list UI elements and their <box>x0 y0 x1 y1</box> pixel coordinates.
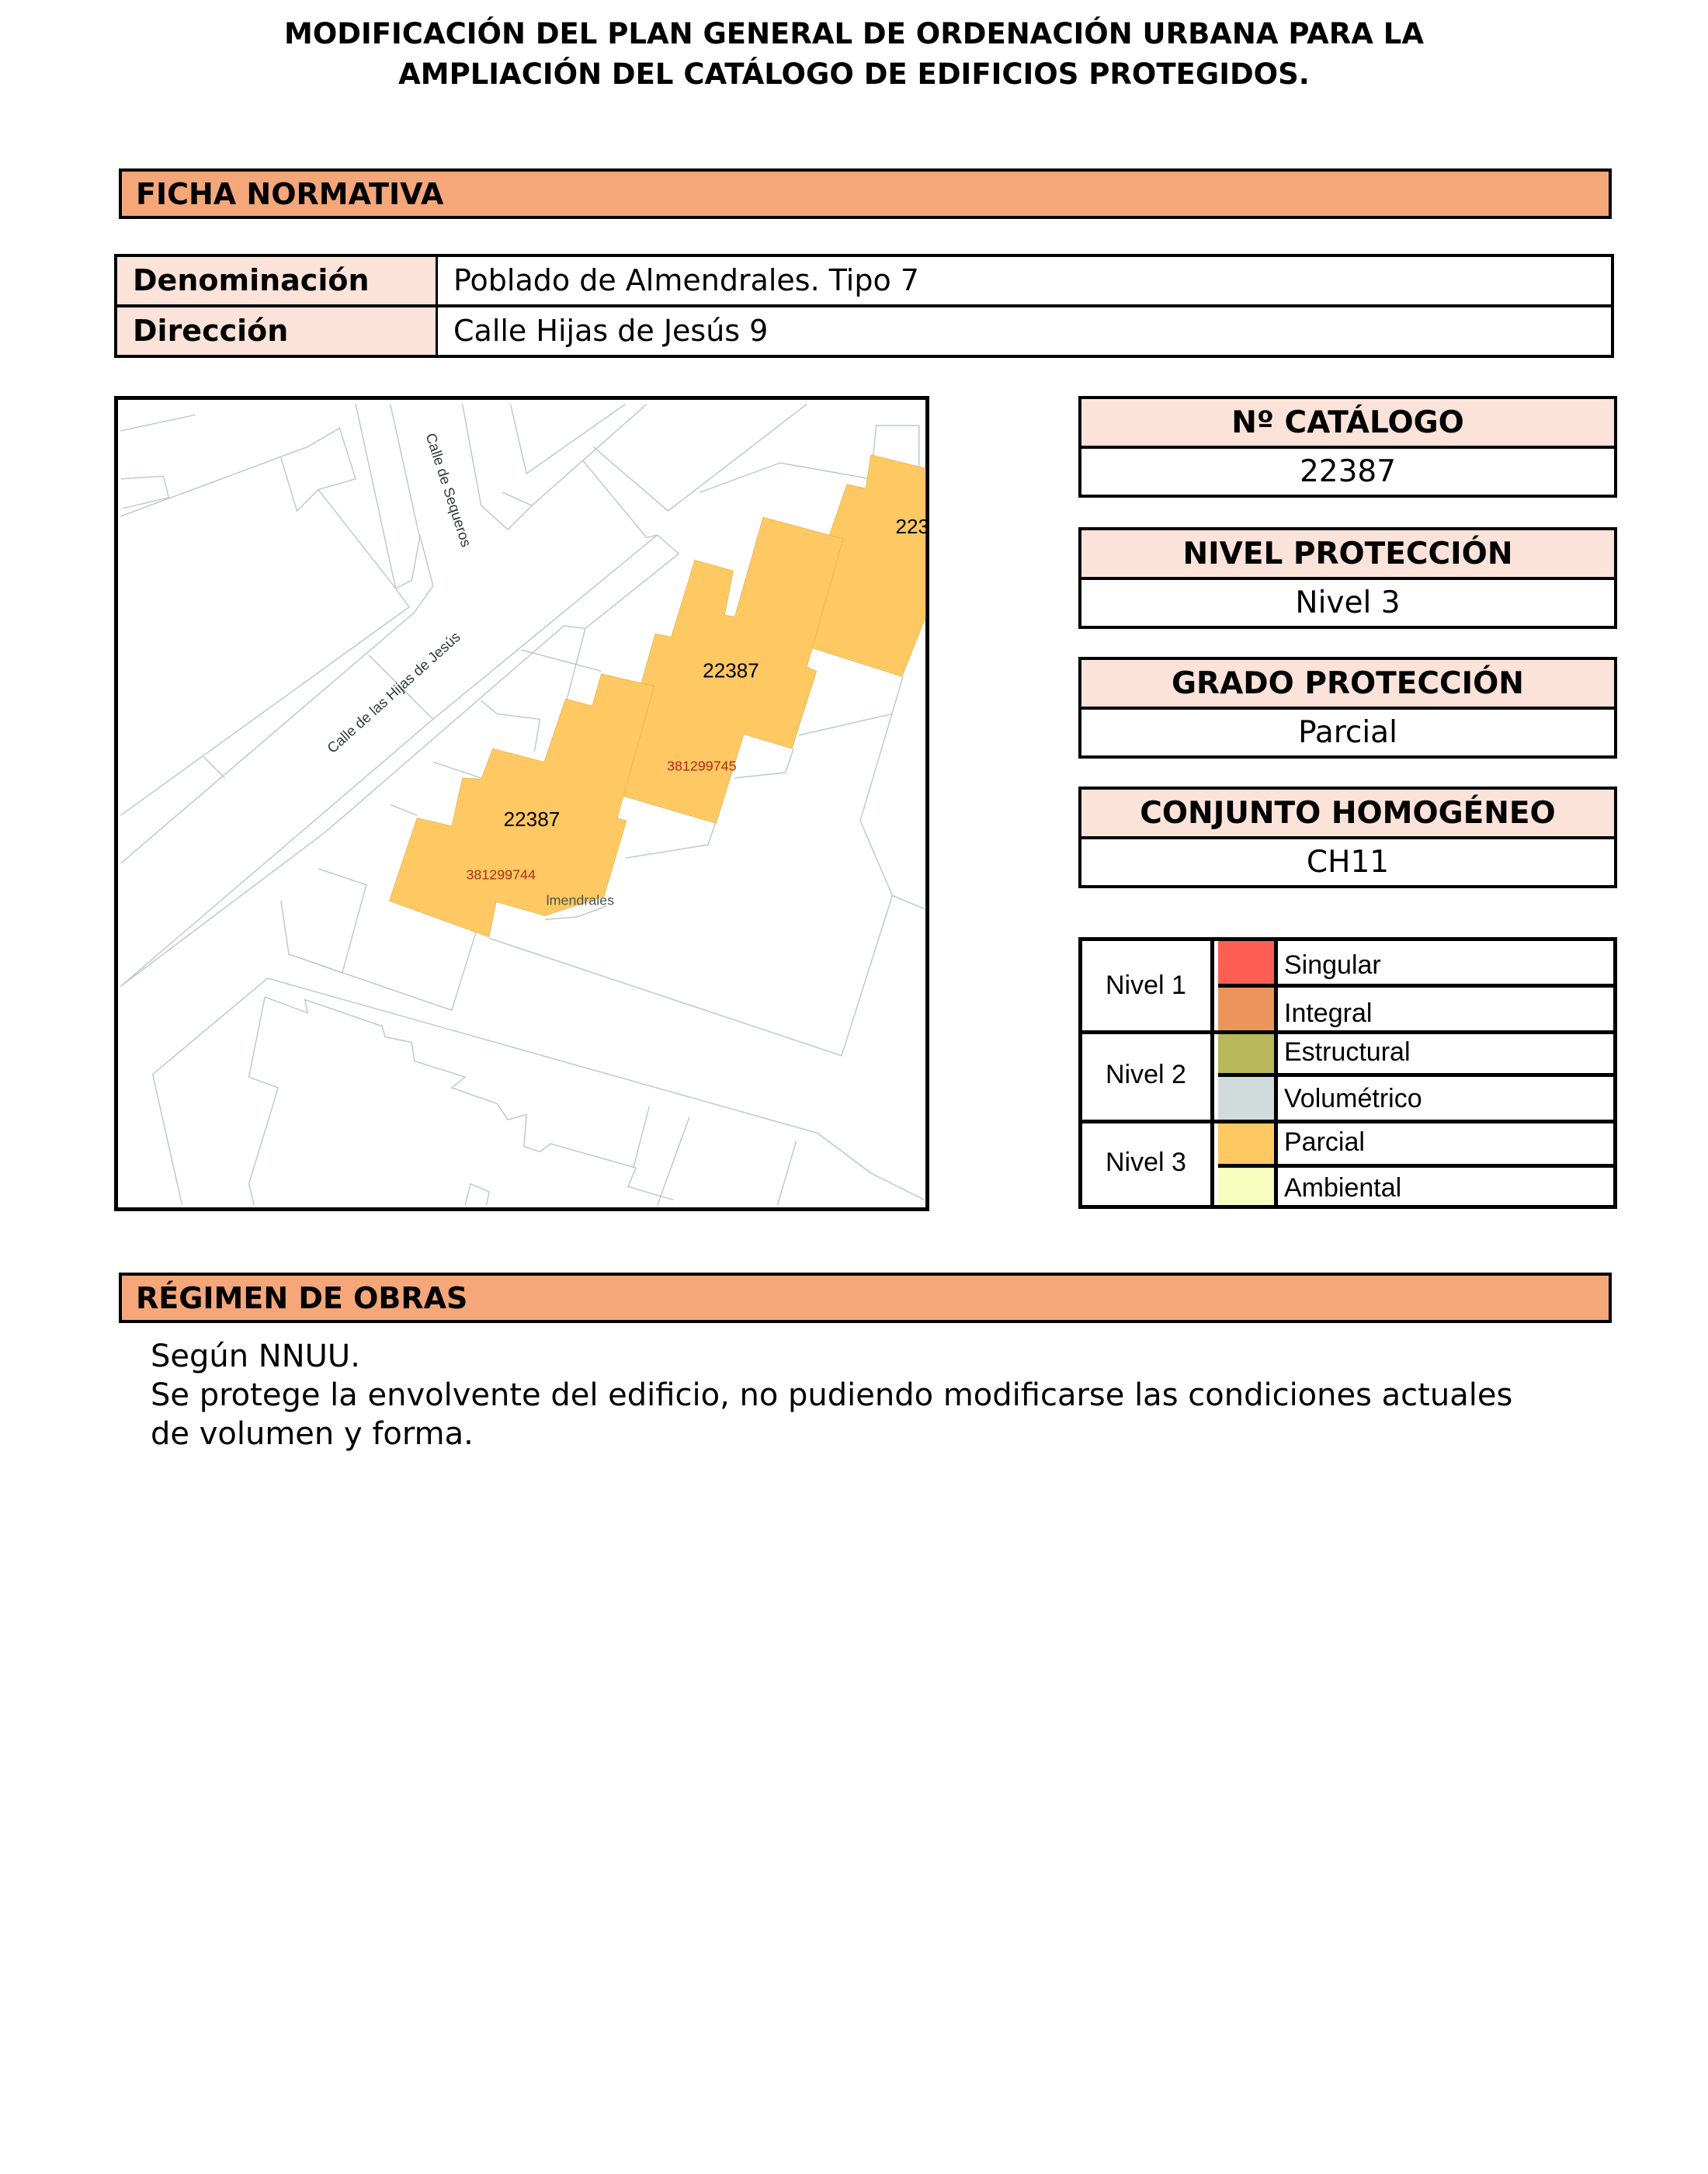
info-row-direccion <box>117 304 1611 355</box>
parcel-label: 381299745 <box>667 758 737 774</box>
street-label-hijas-de-jesus: Calle de las Hijas de Jesús <box>324 628 463 757</box>
document-title <box>0 14 1708 95</box>
legend-divider <box>1082 1030 1613 1034</box>
location-map <box>114 396 929 1211</box>
legend-swatch-integral <box>1218 988 1278 1030</box>
legend-divider <box>1218 1164 1613 1168</box>
field-label: GRADO PROTECCIÓN <box>1081 660 1614 710</box>
legend-divider <box>1082 1120 1613 1123</box>
legend-swatch-ambiental <box>1218 1168 1278 1205</box>
legend-group-label: Nivel 2 <box>1082 1030 1214 1120</box>
protection-legend <box>1078 937 1617 1209</box>
field-label: CONJUNTO HOMOGÉNEO <box>1081 790 1614 839</box>
title-line-1: MODIFICACIÓN DEL PLAN GENERAL DE ORDENACIÓN URBANA PARA LA <box>284 17 1424 50</box>
legend-swatch-volumetrico <box>1218 1077 1278 1120</box>
info-label: Denominación <box>117 257 438 304</box>
legend-group-label: Nivel 1 <box>1082 941 1214 1030</box>
building-left <box>389 674 654 937</box>
info-label: Dirección <box>117 307 438 355</box>
info-table <box>114 254 1614 358</box>
legend-item-label: Estructural <box>1284 1037 1411 1067</box>
catalog-number-box <box>1078 396 1617 498</box>
protection-level-box <box>1078 527 1617 629</box>
homogeneous-set-box <box>1078 787 1617 888</box>
regimen-obras-text <box>151 1337 1626 1453</box>
legend-divider <box>1218 1073 1613 1077</box>
legend-item-label: Ambiental <box>1284 1173 1402 1203</box>
legend-item-label: Integral <box>1284 998 1373 1028</box>
legend-swatch-singular <box>1218 941 1278 984</box>
legend-item-label: Volumétrico <box>1284 1084 1422 1113</box>
street-label-almendrales: lmendrales <box>546 892 615 908</box>
field-value: 22387 <box>1299 454 1397 489</box>
field-label: NIVEL PROTECCIÓN <box>1081 530 1614 580</box>
field-value: CH11 <box>1306 845 1390 880</box>
field-label: Nº CATÁLOGO <box>1081 399 1614 449</box>
legend-swatch-estructural <box>1218 1034 1278 1073</box>
legend-divider <box>1218 984 1613 988</box>
regimen-line: Se protege la envolvente del edificio, no pudiendo modificarse las condiciones actuales <box>151 1377 1513 1413</box>
parcel-label: 381299744 <box>466 866 536 883</box>
street-label-sequeros: Calle de Sequeros <box>422 431 475 549</box>
legend-item-label: Parcial <box>1284 1127 1365 1157</box>
field-value: Nivel 3 <box>1295 585 1401 620</box>
map-canvas <box>118 400 930 1207</box>
field-value: Parcial <box>1298 715 1397 750</box>
regimen-line: Según NNUU. <box>151 1339 360 1374</box>
title-line-2: AMPLIACIÓN DEL CATÁLOGO DE EDIFICIOS PROTEGIDOS. <box>398 57 1310 91</box>
regimen-line: de volumen y forma. <box>151 1416 474 1452</box>
regimen-obras-header: RÉGIMEN DE OBRAS <box>119 1273 1612 1323</box>
protection-grade-box <box>1078 657 1617 759</box>
info-row-denominacion <box>117 257 1611 304</box>
building-label: 22387 <box>503 807 561 831</box>
ficha-normativa-header: FICHA NORMATIVA <box>119 168 1612 219</box>
info-value: Calle Hijas de Jesús 9 <box>453 314 769 348</box>
legend-item-label: Singular <box>1284 950 1381 980</box>
building-label: 22387 <box>703 658 759 682</box>
info-value: Poblado de Almendrales. Tipo 7 <box>453 263 919 297</box>
legend-group-label: Nivel 3 <box>1082 1120 1214 1205</box>
building-label: 223 <box>895 514 930 538</box>
legend-swatch-parcial <box>1218 1123 1278 1164</box>
